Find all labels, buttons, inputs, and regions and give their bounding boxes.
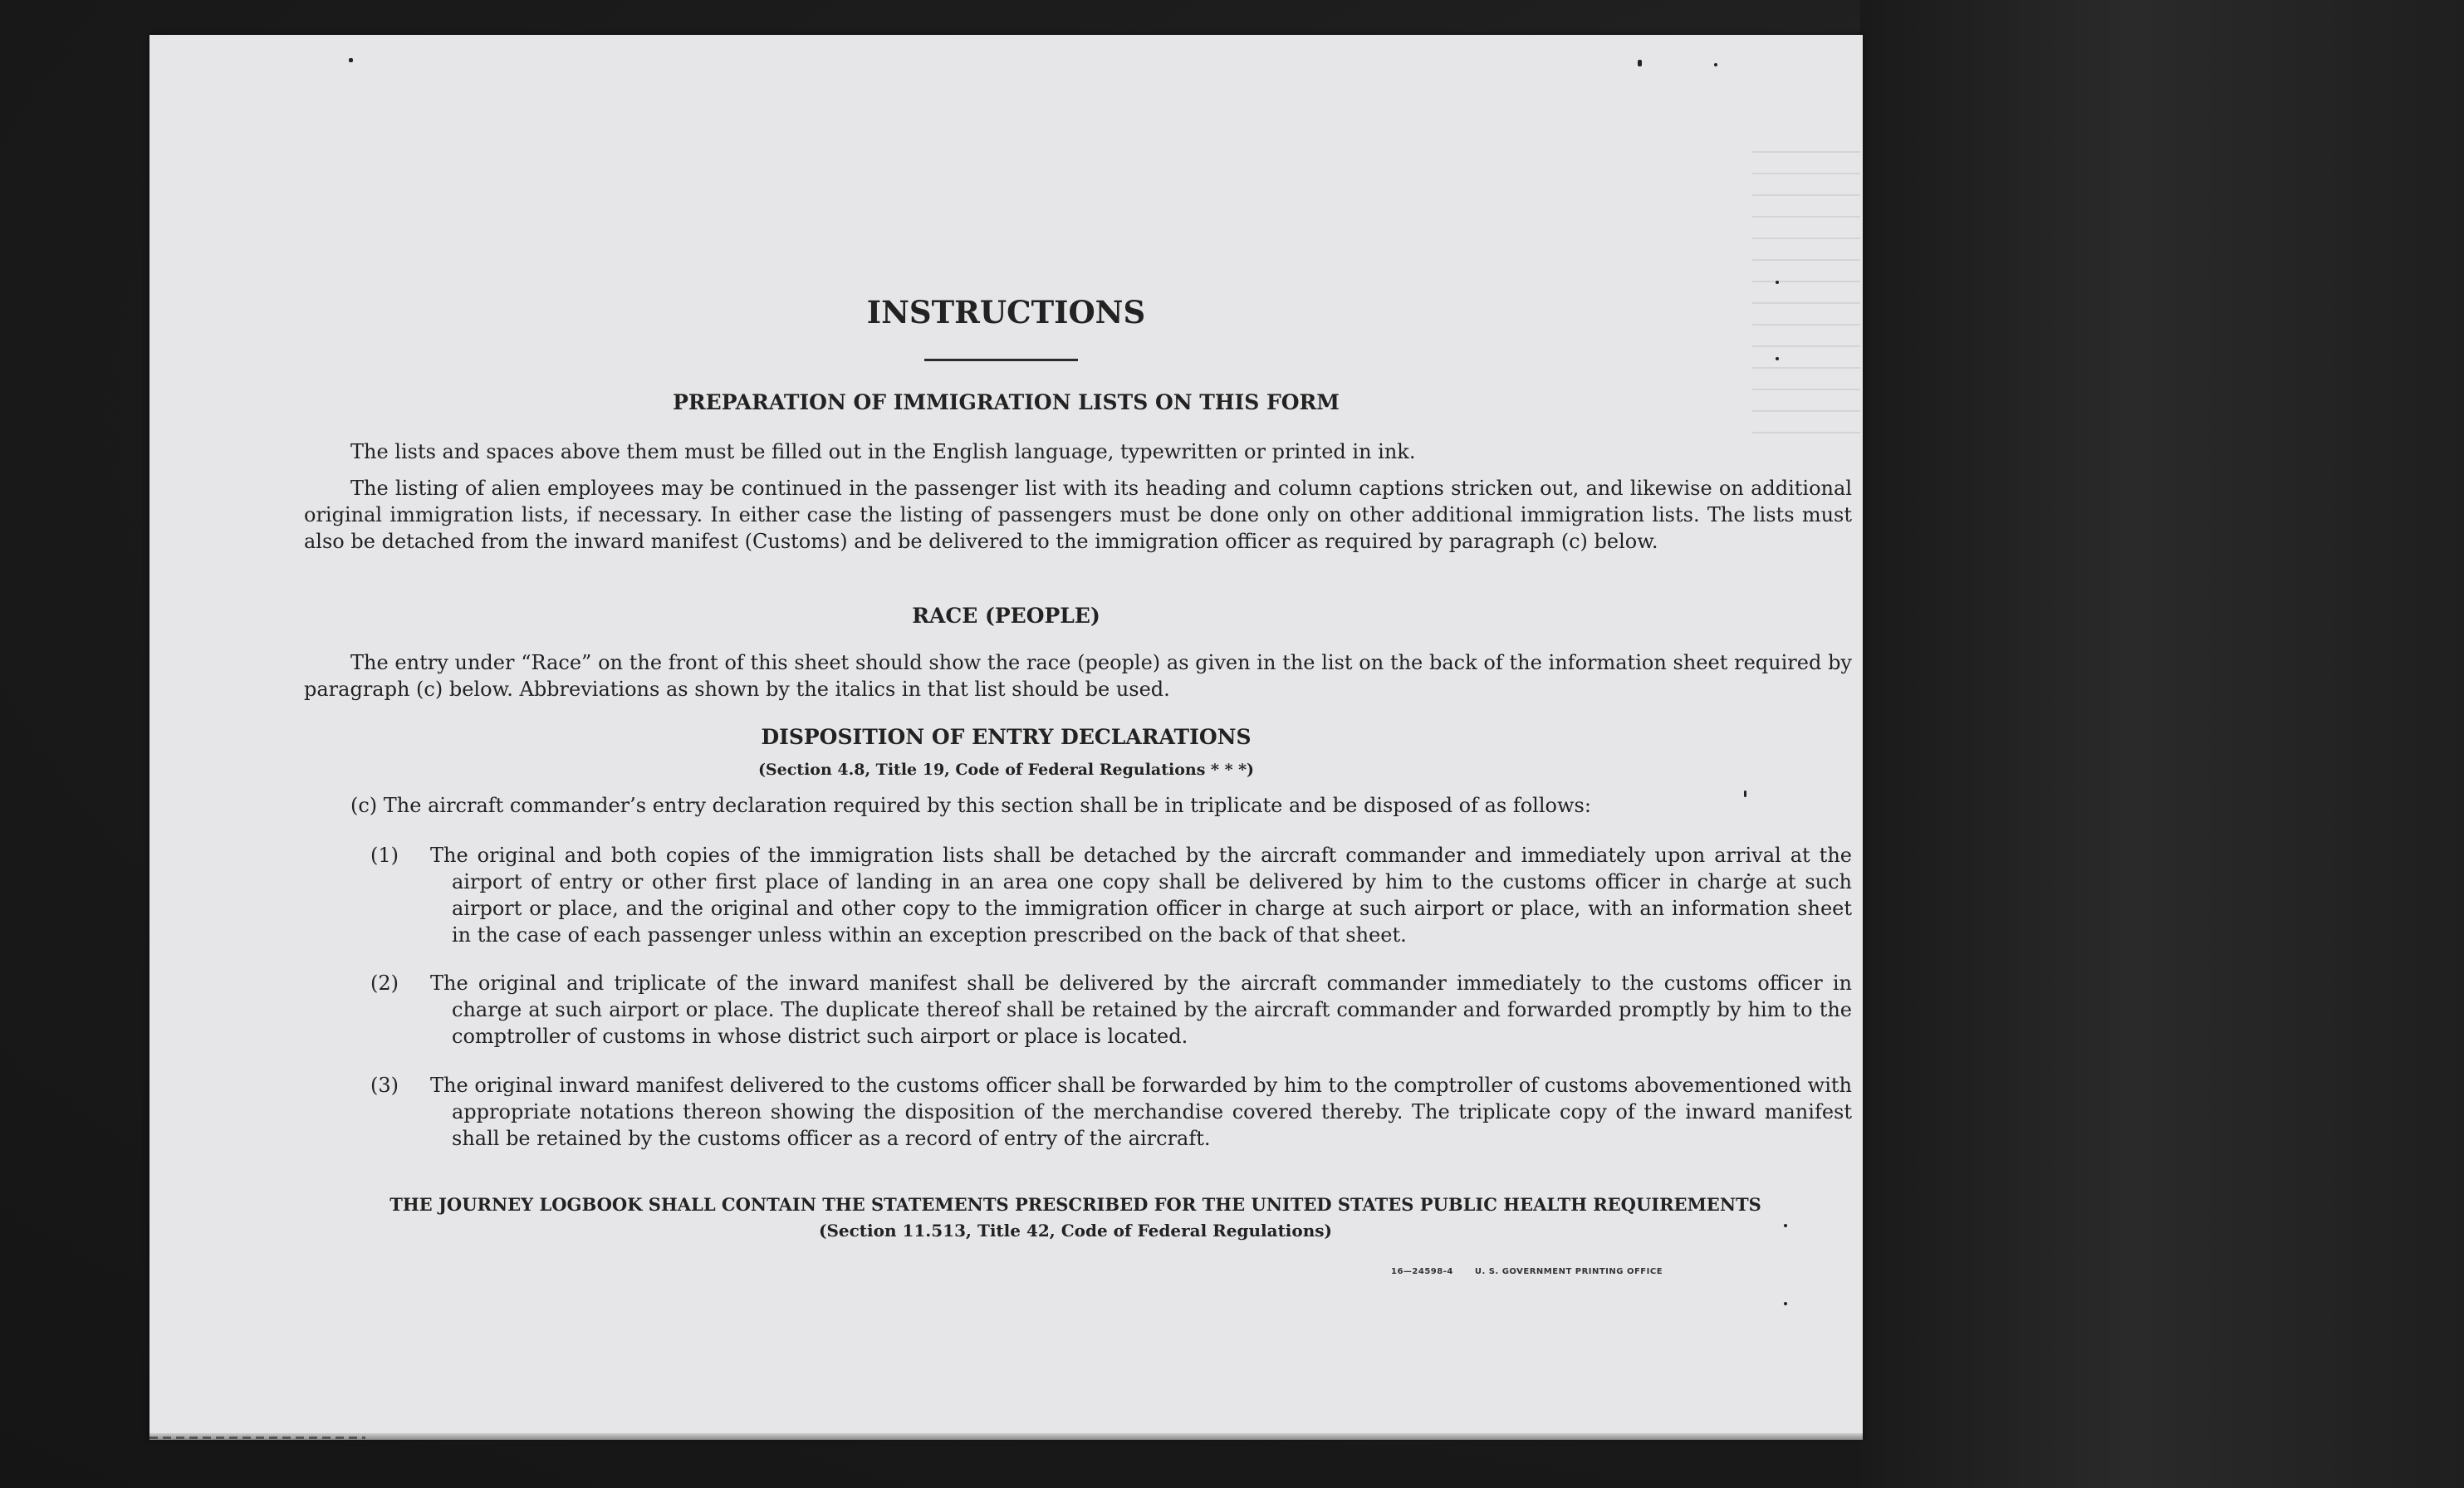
form-number: 16—24598-4 <box>1391 1267 1453 1276</box>
preparation-heading: PREPARATION OF IMMIGRATION LISTS ON THIS FORM <box>673 390 1340 414</box>
preparation-paragraph-1-text: The lists and spaces above them must be filled out in the English language, typewritten or printed in ink. <box>350 440 1416 463</box>
disposition-subheading: (Section 4.8, Title 19, Code of Federal Regulations * * *) <box>757 761 1255 779</box>
speck <box>1784 1302 1787 1305</box>
scan-background-right <box>1860 0 2464 1488</box>
printer-name: U. S. GOVERNMENT PRINTING OFFICE <box>1474 1267 1663 1276</box>
item-text: The original and both copies of the immigration lists shall be detached by the aircraft commander and immediately upon arrival at the airport of entry or other first place of landing in an area one copy shall be delivered by him to the customs officer in charge at such airport or place, and the original and other copy to the immigration officer in charge at such airport or place, with an information sheet in the case of each passenger unless within an exception prescribed on the back of that sheet. <box>430 844 1852 947</box>
speck <box>349 58 353 62</box>
disposition-heading: DISPOSITION OF ENTRY DECLARATIONS <box>761 725 1252 749</box>
sheet-bottom-edge <box>149 1433 1863 1440</box>
preparation-paragraph-1 <box>304 438 1852 465</box>
disposition-item-1 <box>370 842 1852 948</box>
race-paragraph-text: The entry under “Race” on the front of this sheet should show the race (people) as given in the list on the back of the information sheet required by paragraph (c) below. Abbreviations as shown by the italics in that list should be used. <box>304 651 1852 701</box>
bleed-through <box>1752 135 1860 433</box>
item-text: The original and triplicate of the inward manifest shall be delivered by the aircraft commander immediately to the customs officer in charge at such airport or place. The duplicate thereof shall be retained by the aircraft commander and forwarded promptly by him to the comptroller of customs in whose district such airport or place is located. <box>430 972 1852 1048</box>
race-heading: RACE (PEOPLE) <box>912 604 1100 628</box>
footer-heading: THE JOURNEY LOGBOOK SHALL CONTAIN THE STATEMENTS PRESCRIBED FOR THE UNITED STATES PUBLIC HEALTH REQUIREMENTS <box>389 1194 1761 1215</box>
disposition-intro-text: (c) The aircraft commander’s entry declaration required by this section shall be in triplicate and be disposed of as follows: <box>350 794 1591 817</box>
disposition-item-2 <box>370 970 1852 1050</box>
speck <box>1776 357 1779 360</box>
perforation <box>149 1437 365 1439</box>
speck <box>1776 281 1779 284</box>
race-paragraph <box>304 649 1852 702</box>
disposition-intro <box>350 792 1852 819</box>
speck <box>1638 60 1642 66</box>
item-text: The original inward manifest delivered to the customs officer shall be forwarded by him to the comptroller of customs abovementioned with appropriate notations thereon showing the disposition of the merchandise covered thereby. The triplicate copy of the inward manifest shall be retained by the customs officer as a record of entry of the aircraft. <box>430 1074 1852 1150</box>
item-number: (1) <box>370 844 399 867</box>
disposition-item-3 <box>370 1072 1852 1152</box>
speck <box>1714 63 1717 66</box>
footer-subheading: (Section 11.513, Title 42, Code of Federal Regulations) <box>818 1221 1333 1241</box>
printer-imprint <box>1391 1267 1684 1276</box>
item-number: (2) <box>370 972 399 995</box>
preparation-paragraph-2 <box>304 475 1852 555</box>
page-title: INSTRUCTIONS <box>866 294 1146 330</box>
document-sheet <box>149 35 1863 1438</box>
preparation-paragraph-2-text: The listing of alien employees may be continued in the passenger list with its heading and column captions stricken out, and likewise on additional original immigration lists, if necessary. In either case the listing of passengers must be done only on other additional immigration lists. The lists must also be detached from the inward manifest (Customs) and be delivered to the immigration officer as required by paragraph (c) below. <box>304 477 1852 553</box>
title-underline <box>924 359 1078 361</box>
item-number: (3) <box>370 1074 399 1097</box>
